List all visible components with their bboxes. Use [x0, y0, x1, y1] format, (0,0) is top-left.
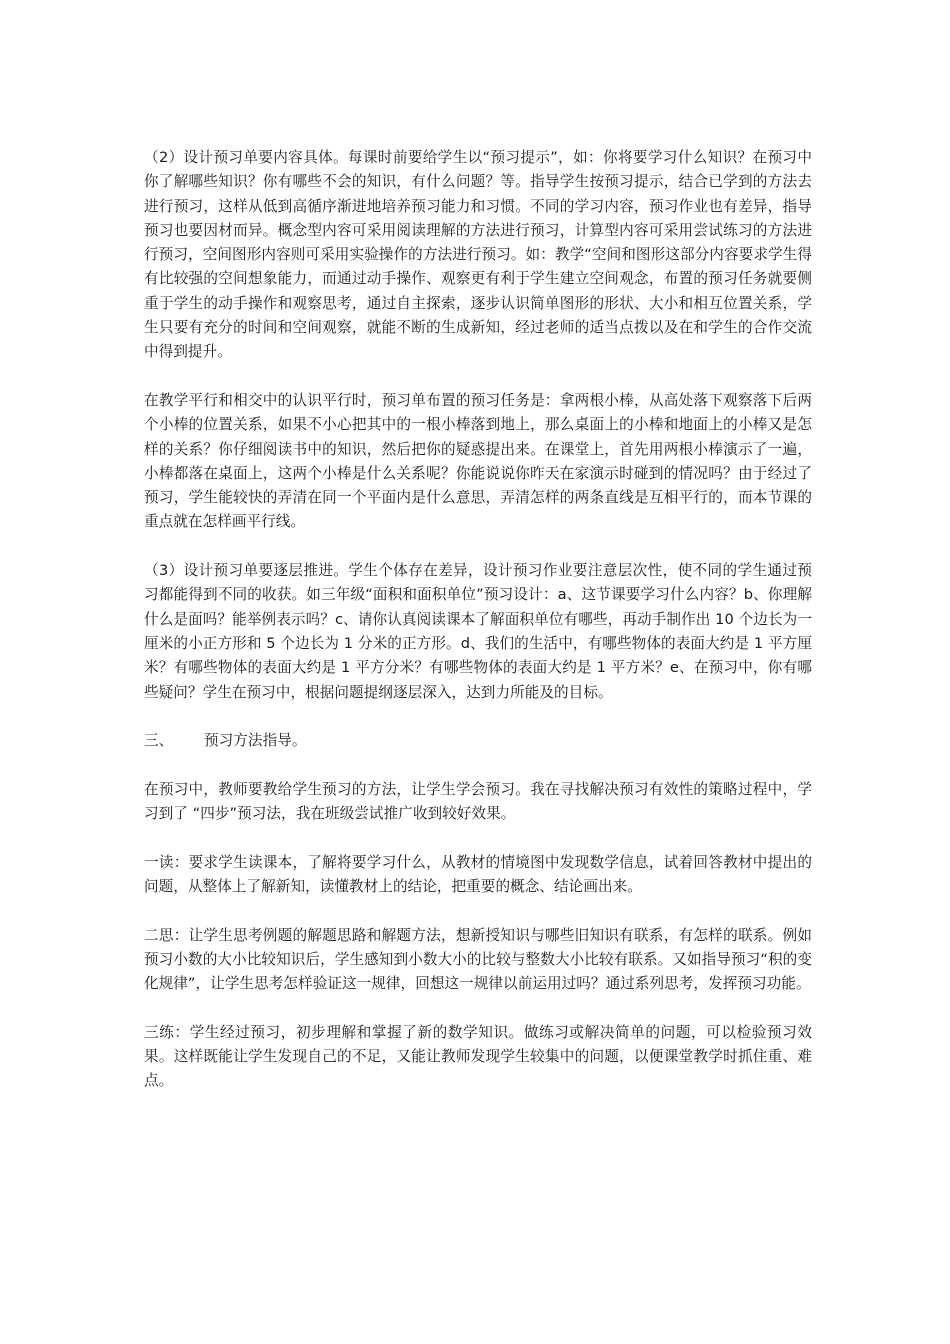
paragraph-design-content-specific: （2）设计预习单要内容具体。每课时前要给学生以“预习提示”，如：你将要学习什么知识？在预习中你了解哪些知识？你有哪些不会的知识，有什么问题？等。指导学生按预习提示，结合已学到的方法去进行预习，这样从低到高循序渐进地培养预习能力和习惯。不同的学习内容，预习作业也有差异，指导预习也要因材而异。概念型内容可采用阅读理解的方法进行预习，计算型内容可采用尝试练习的方法进行预习，空间图形内容则可采用实验操作的方法进行预习。如：教学“空间和图形这部分内容要求学生得有比较强的空间想象能力，而通过动手操作、观察更有利于学生建立空间观念，布置的预习任务就要侧重于学生的动手操作和观察思考，通过自主探索，逐步认识简单图形的形状、大小和相互位置关系，学生只要有充分的时间和空间观察，就能不断的生成新知，经过老师的适当点拨以及在和学生的合作交流中得到提升。	[144, 149, 812, 361]
paragraph-preview-method-intro: 在预习中，教师要教给学生预习的方法，让学生学会预习。我在寻找解决预习有效性的策略过程中，学习到了 “四步”预习法，我在班级尝试推广收到较好效果。	[144, 780, 812, 823]
section-heading	[144, 729, 812, 753]
paragraph-design-progressive: （3）设计预习单要逐层推进。学生个体存在差异，设计预习作业要注意层次性，使不同的学生通过预习都能得到不同的收获。如三年级“面积和面积单位”预习设计：a、这节课要学习什么内容？b、你理解什么是面吗？能举例表示吗？c、请你认真阅读课本了解面积单位有哪些，再动手制作出 10 个边长为一厘米的小正方形和 5 个边长为 1 分米的正方形。d、我们的生活中，有哪些物体的表面大约是 1 平方厘米？有哪些物体的表面大约是 1 平方分米？有哪些物体的表面大约是 1 平方米？e、在预习中，你有哪些疑问？学生在预习中，根据问题提纲逐层深入，达到力所能及的目标。	[144, 562, 812, 701]
section-heading-title: 预习方法指导。	[204, 732, 307, 750]
paragraph-step-read: 一读：要求学生读课本，了解将要学习什么，从教材的情境图中发现数学信息，试着回答教材中提出的问题，从整体上了解新知，读懂教材上的结论，把重要的概念、结论画出来。	[144, 853, 812, 895]
paragraph-step-practice: 三练：学生经过预习，初步理解和掌握了新的数学知识。做练习或解决简单的问题，可以检验预习效果。这样既能让学生发现自己的不足，又能让教师发现学生较集中的问题，以便课堂教学时抓住重、难点。	[144, 1023, 812, 1090]
paragraph-parallel-lines-example: 在教学平行和相交中的认识平行时，预习单布置的预习任务是：拿两根小棒，从高处落下观察落下后两个小棒的位置关系，如果不小心把其中的一根小棒落到地上，那么桌面上的小棒和地面上的小棒又是怎样的关系？你仔细阅读书中的知识，然后把你的疑惑提出来。在课堂上，首先用两根小棒演示了一遍，小棒都落在桌面上，这两个小棒是什么关系呢？你能说说你昨天在家演示时碰到的情况吗？由于经过了预习，学生能较快的弄清在同一个平面内是什么意思，弄清怎样的两条直线是互相平行的，而本节课的重点就在怎样画平行线。	[144, 391, 812, 531]
section-heading-number: 三、	[144, 732, 174, 750]
document-body	[144, 146, 812, 1118]
paragraph-step-think: 二思：让学生思考例题的解题思路和解题方法，想新授知识与哪些旧知识有联系，有怎样的联系。例如预习小数的大小比较知识后，学生感知到小数大小的比较与整数大小比较有联系。又如指导预习“积的变化规律”，让学生思考怎样验证这一规律，回想这一规律以前运用过吗？通过系列思考，发挥预习功能。	[144, 926, 812, 993]
